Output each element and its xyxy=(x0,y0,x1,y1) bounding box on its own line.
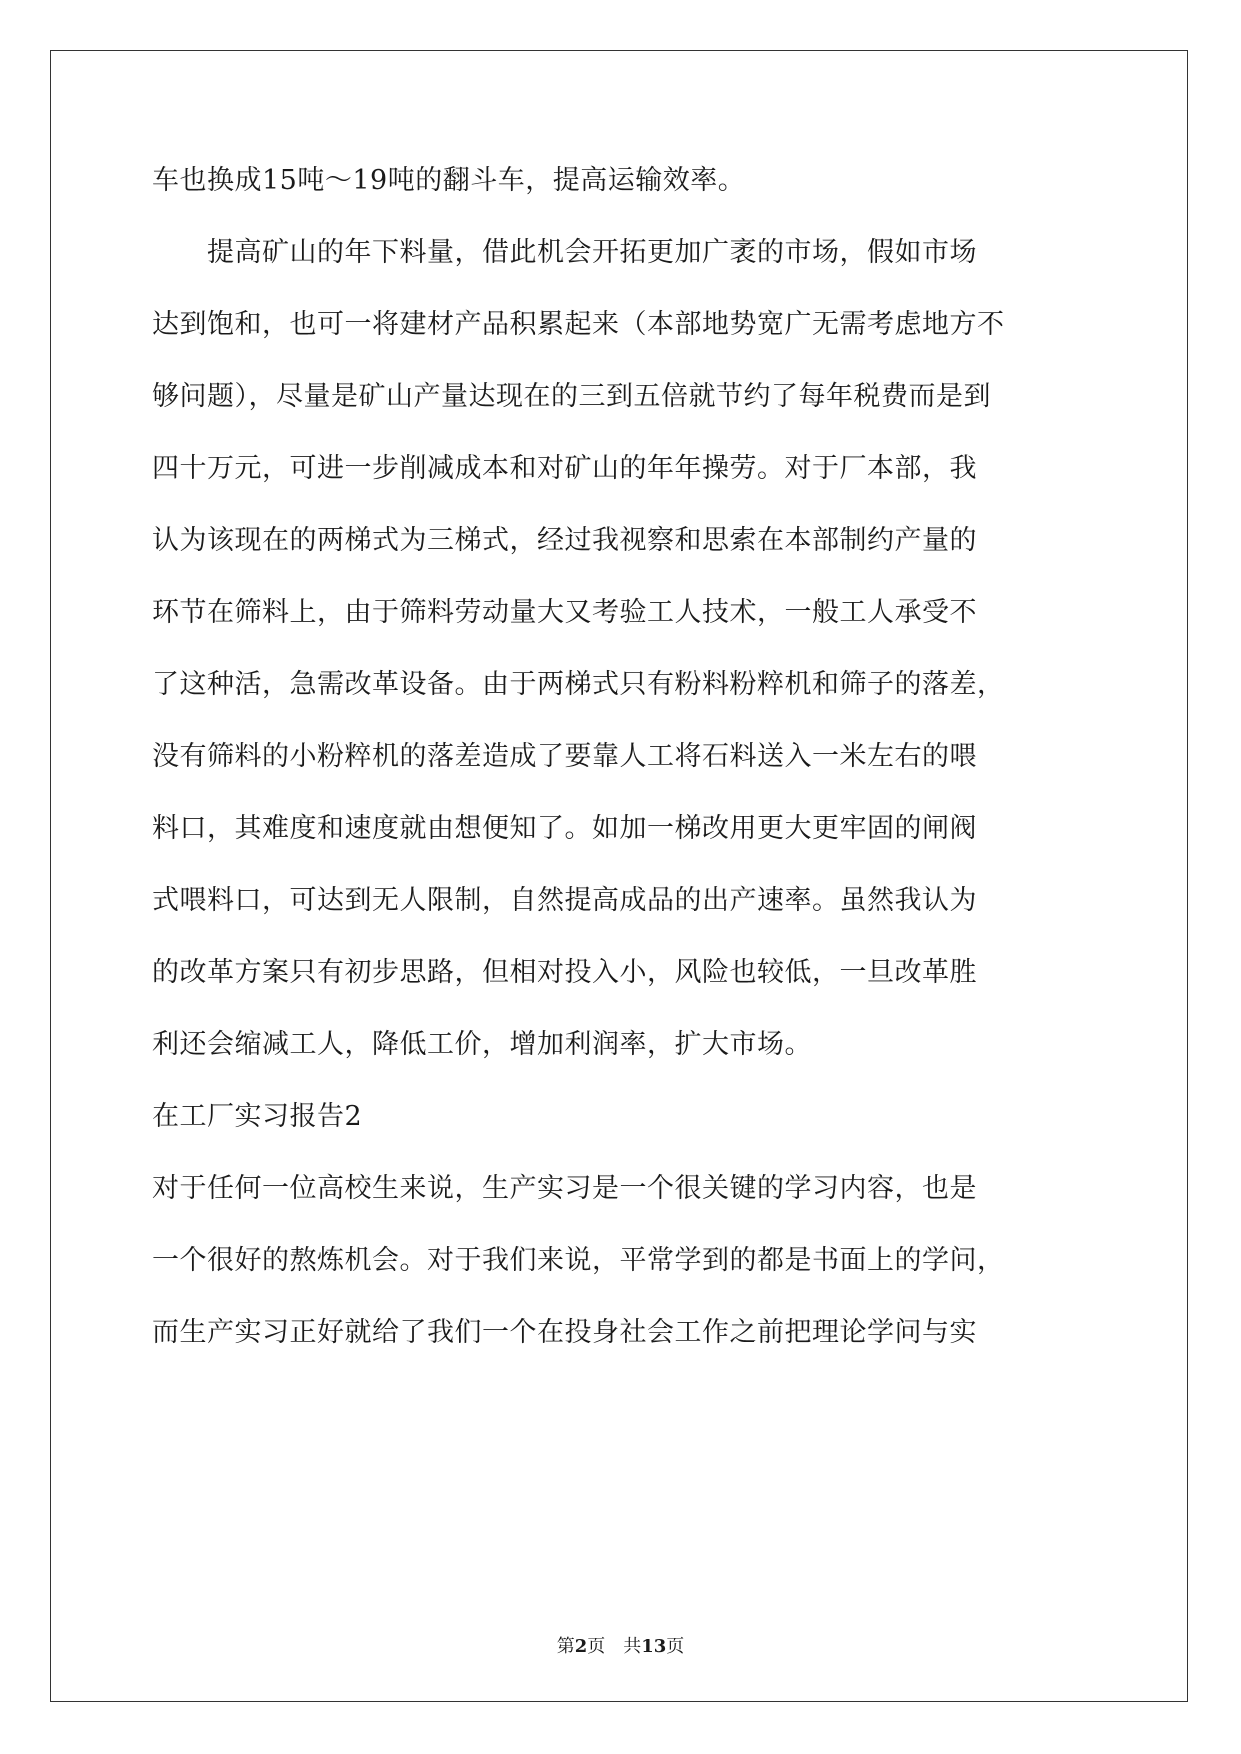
text-line-12: 的改革方案只有初步思路，但相对投入小，风险也较低，一旦改革胜 xyxy=(152,957,977,988)
text-line-5: 四十万元，可进一步削减成本和对矿山的年年操劳。对于厂本部，我 xyxy=(152,453,977,484)
text-line-15: 对于任何一位高校生来说，生产实习是一个很关键的学习内容，也是 xyxy=(152,1173,977,1204)
page-border xyxy=(50,50,1188,1702)
text-line-1: 车也换成15吨～19吨的翻斗车，提高运输效率。 xyxy=(152,165,746,196)
text-line-10: 料口，其难度和速度就由想便知了。如加一梯改用更大更牢固的闸阀 xyxy=(152,813,977,844)
footer-prefix: 第 xyxy=(556,1636,575,1657)
section-heading: 在工厂实习报告2 xyxy=(152,1101,363,1132)
text-line-3: 达到饱和，也可一将建材产品积累起来（本部地势宽广无需考虑地方不 xyxy=(152,309,1005,340)
footer-page-number: 2 xyxy=(574,1636,588,1657)
footer-suffix: 页 xyxy=(666,1636,685,1657)
text-line-13: 利还会缩减工人，降低工价，增加利润率，扩大市场。 xyxy=(152,1029,812,1060)
footer-mid: 页 共 xyxy=(587,1636,642,1657)
text-line-4: 够问题），尽量是矿山产量达现在的三到五倍就节约了每年税费而是到 xyxy=(152,381,991,412)
footer-total-pages: 13 xyxy=(641,1636,667,1657)
text-line-2: 提高矿山的年下料量，借此机会开拓更加广袤的市场，假如市场 xyxy=(152,237,977,268)
text-line-11: 式喂料口，可达到无人限制，自然提高成品的出产速率。虽然我认为 xyxy=(152,885,977,916)
text-line-8: 了这种活，急需改革设备。由于两梯式只有粉料粉粹机和筛子的落差， xyxy=(152,669,1005,700)
text-line-6: 认为该现在的两梯式为三梯式，经过我视察和思索在本部制约产量的 xyxy=(152,525,977,556)
text-line-7: 环节在筛料上，由于筛料劳动量大又考验工人技术，一般工人承受不 xyxy=(152,597,977,628)
text-line-16: 一个很好的熬炼机会。对于我们来说，平常学到的都是书面上的学问， xyxy=(152,1245,1005,1276)
text-line-17: 而生产实习正好就给了我们一个在投身社会工作之前把理论学问与实 xyxy=(152,1317,977,1348)
page-footer xyxy=(0,1632,1241,1658)
text-line-9: 没有筛料的小粉粹机的落差造成了要靠人工将石料送入一米左右的喂 xyxy=(152,741,977,772)
